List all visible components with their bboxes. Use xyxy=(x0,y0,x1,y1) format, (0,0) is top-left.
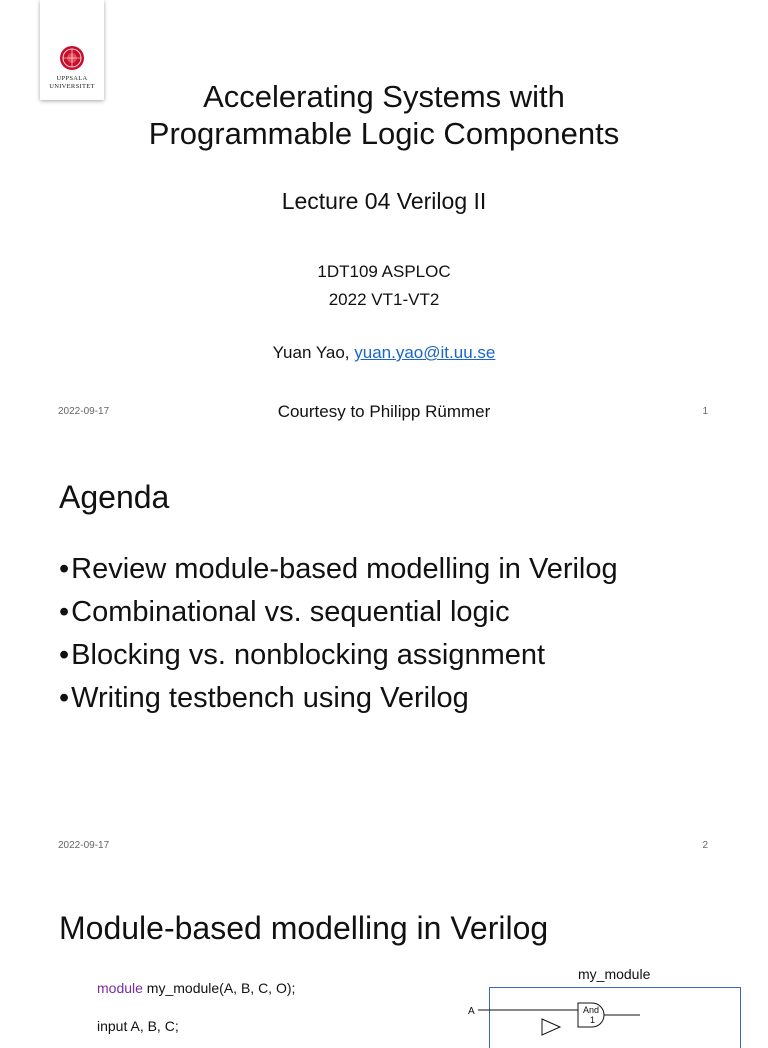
courtesy-note: Courtesy to Philipp Rümmer xyxy=(277,402,491,421)
slide-number: 1 xyxy=(702,406,708,417)
agenda-list xyxy=(59,548,618,720)
agenda-item: • Blocking vs. nonblocking assignment xyxy=(59,634,618,677)
slide-number: 2 xyxy=(702,840,708,851)
agenda-heading: Agenda xyxy=(59,479,170,515)
slide-title xyxy=(0,0,768,434)
code-text: my_module(A, B, C, O); xyxy=(142,980,296,996)
course-code: 1DT109 ASPLOC xyxy=(317,262,451,281)
author-line xyxy=(0,343,768,363)
gate-label-and: And xyxy=(583,1005,600,1015)
gate-label-num: 1 xyxy=(590,1015,596,1025)
code-line-input: input A, B, C; xyxy=(97,1018,179,1034)
course-term: 2022 VT1-VT2 xyxy=(328,290,440,309)
input-a-label: A xyxy=(468,1006,475,1017)
logo-line1: UPPSALA xyxy=(56,75,88,82)
circuit-diagram xyxy=(460,993,660,1033)
title-line1: Accelerating Systems with xyxy=(203,79,565,114)
seal-icon xyxy=(59,45,85,71)
slide-agenda xyxy=(0,434,768,868)
code-line-module xyxy=(97,980,295,996)
logo-line2: UNIVERSITET xyxy=(49,83,95,90)
diagram-title: my_module xyxy=(578,966,651,982)
agenda-item: • Writing testbench using Verilog xyxy=(59,677,618,720)
author-name: Yuan Yao, xyxy=(272,343,355,362)
slide-module-modelling xyxy=(0,868,768,1034)
agenda-item: • Combinational vs. sequential logic xyxy=(59,591,618,634)
title-line2: Programmable Logic Components xyxy=(148,116,620,151)
buffer-gate xyxy=(542,1019,560,1035)
slide-date: 2022-09-17 xyxy=(58,406,110,417)
slide-date: 2022-09-17 xyxy=(58,840,110,851)
lecture-subtitle: Lecture 04 Verilog II xyxy=(281,188,487,214)
agenda-item: • Review module-based modelling in Verilog xyxy=(59,548,618,591)
author-email-link[interactable]: yuan.yao@it.uu.se xyxy=(354,343,496,362)
course-info xyxy=(0,258,768,314)
module-heading: Module-based modelling in Verilog xyxy=(59,910,549,946)
code-keyword: module xyxy=(97,980,143,996)
page-title xyxy=(0,78,768,152)
